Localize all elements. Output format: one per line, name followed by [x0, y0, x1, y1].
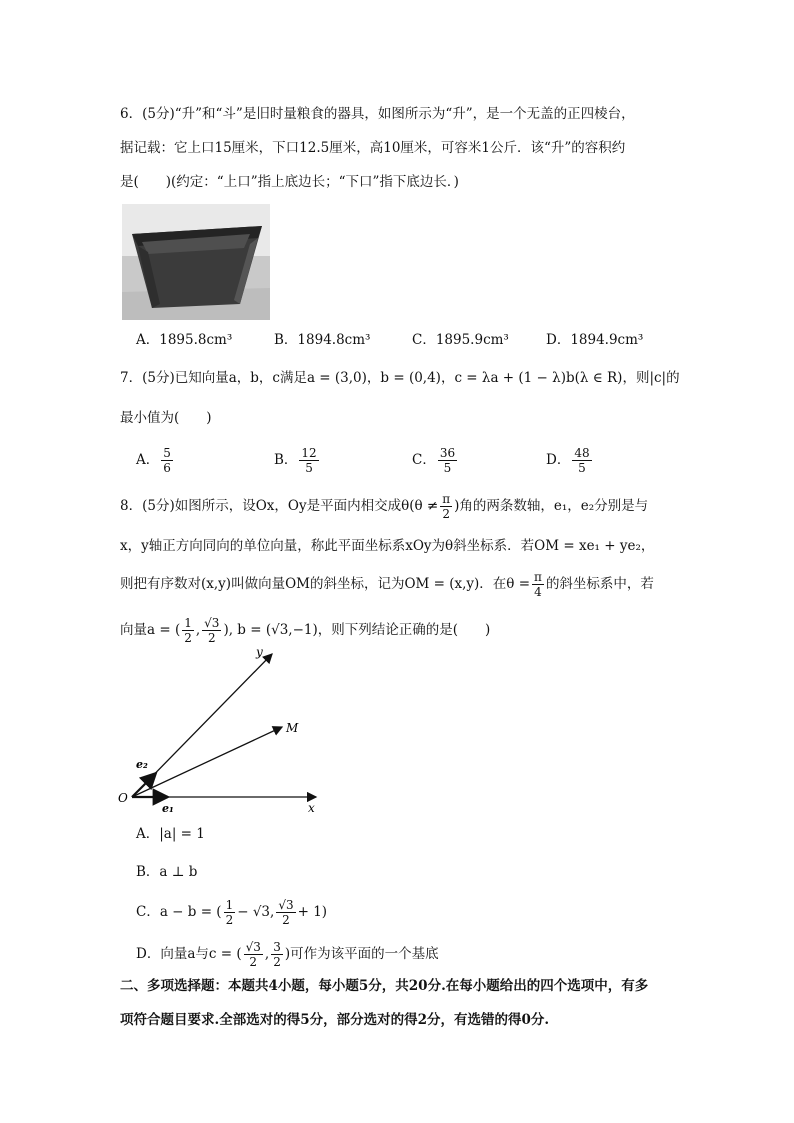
oblique-coordinate-diagram: [110, 642, 330, 817]
label-e2: e₂: [136, 758, 148, 771]
q8-option-c: C．a − b = ( $\frac{1}{2}$ − √3, $\frac{√3}{2}$ + 1): [136, 898, 328, 927]
q8-line3: 则把有序数对(x,y)叫做向量OM的斜坐标，记为OM = (x,y)．在θ = $\frac{\pi}{4}$ 的斜坐标系中，若: [120, 570, 654, 599]
q7-option-c: C． $\frac{36}{5}$: [412, 446, 456, 475]
q7-option-d: D． $\frac{48}{5}$: [546, 446, 590, 475]
q8-option-b: B．a ⊥ b: [136, 864, 198, 880]
q6-line1: 6．(5分)“升”和“斗”是旧时量粮食的器具，如图所示为“升”，是一个无盖的正四棱台，: [120, 106, 635, 122]
q6-option-a: A．1895.8cm³: [136, 332, 233, 348]
q7-line1: 7．(5分)已知向量a，b，c满足a = (3,0)，b = (0,4)，c = λa + (1 − λ)b(λ ∈ R)，则|c|的: [120, 370, 680, 386]
q7-line2: 最小值为( ): [120, 410, 212, 426]
q6-line2: 据记载：它上口15厘米，下口12.5厘米，高10厘米，可容米1公斤．该“升”的容积约: [120, 140, 626, 156]
label-o: O: [118, 791, 128, 805]
q6-option-c: C．1895.9cm³: [412, 332, 509, 348]
q8-option-a: A．|a| = 1: [136, 826, 205, 842]
label-m: M: [286, 721, 299, 735]
q6-option-d: D．1894.9cm³: [546, 332, 644, 348]
q8-line1: 8．(5分)如图所示，设Ox，Oy是平面内相交成θ(θ ≠ $\frac{\pi}{2}$ )角的两条数轴，e₁，e₂分别是与: [120, 492, 649, 521]
vector-om-line: [132, 727, 282, 797]
q7-option-a: A． $\frac{5}{6}$: [136, 446, 171, 475]
q8-option-d: D．向量a与c = ( $\frac{√3}{2}$ , $\frac{3}{2}$ )可作为该平面的一个基底: [136, 940, 439, 969]
q6-option-b: B．1894.8cm³: [274, 332, 371, 348]
label-e1: e₁: [162, 802, 174, 815]
section2-line1: 二、多项选择题：本题共4小题，每小题5分，共20分.在每小题给出的四个选项中，有多: [120, 978, 649, 994]
label-y: y: [256, 645, 263, 659]
q8-line4: 向量a = ( $\frac{1}{2}$ , $\frac{√3}{2}$ ), b = (√3,−1)，则下列结论正确的是( ): [120, 616, 491, 645]
q6-line3: 是( )(约定：“上口”指上底边长；“下口”指下底边长．): [120, 174, 459, 190]
unit-vector-e2: [132, 773, 156, 797]
q8-line2: x，y轴正方向同向的单位向量，称此平面坐标系xOy为θ斜坐标系．若OM = xe₁ + ye₂，: [120, 538, 655, 554]
q7-option-b: B． $\frac{12}{5}$: [274, 446, 317, 475]
sheng-measure-photo: [122, 204, 270, 320]
label-x: x: [308, 801, 315, 815]
section2-line2: 项符合题目要求.全部选对的得5分，部分选对的得2分，有选错的得0分.: [120, 1012, 550, 1028]
